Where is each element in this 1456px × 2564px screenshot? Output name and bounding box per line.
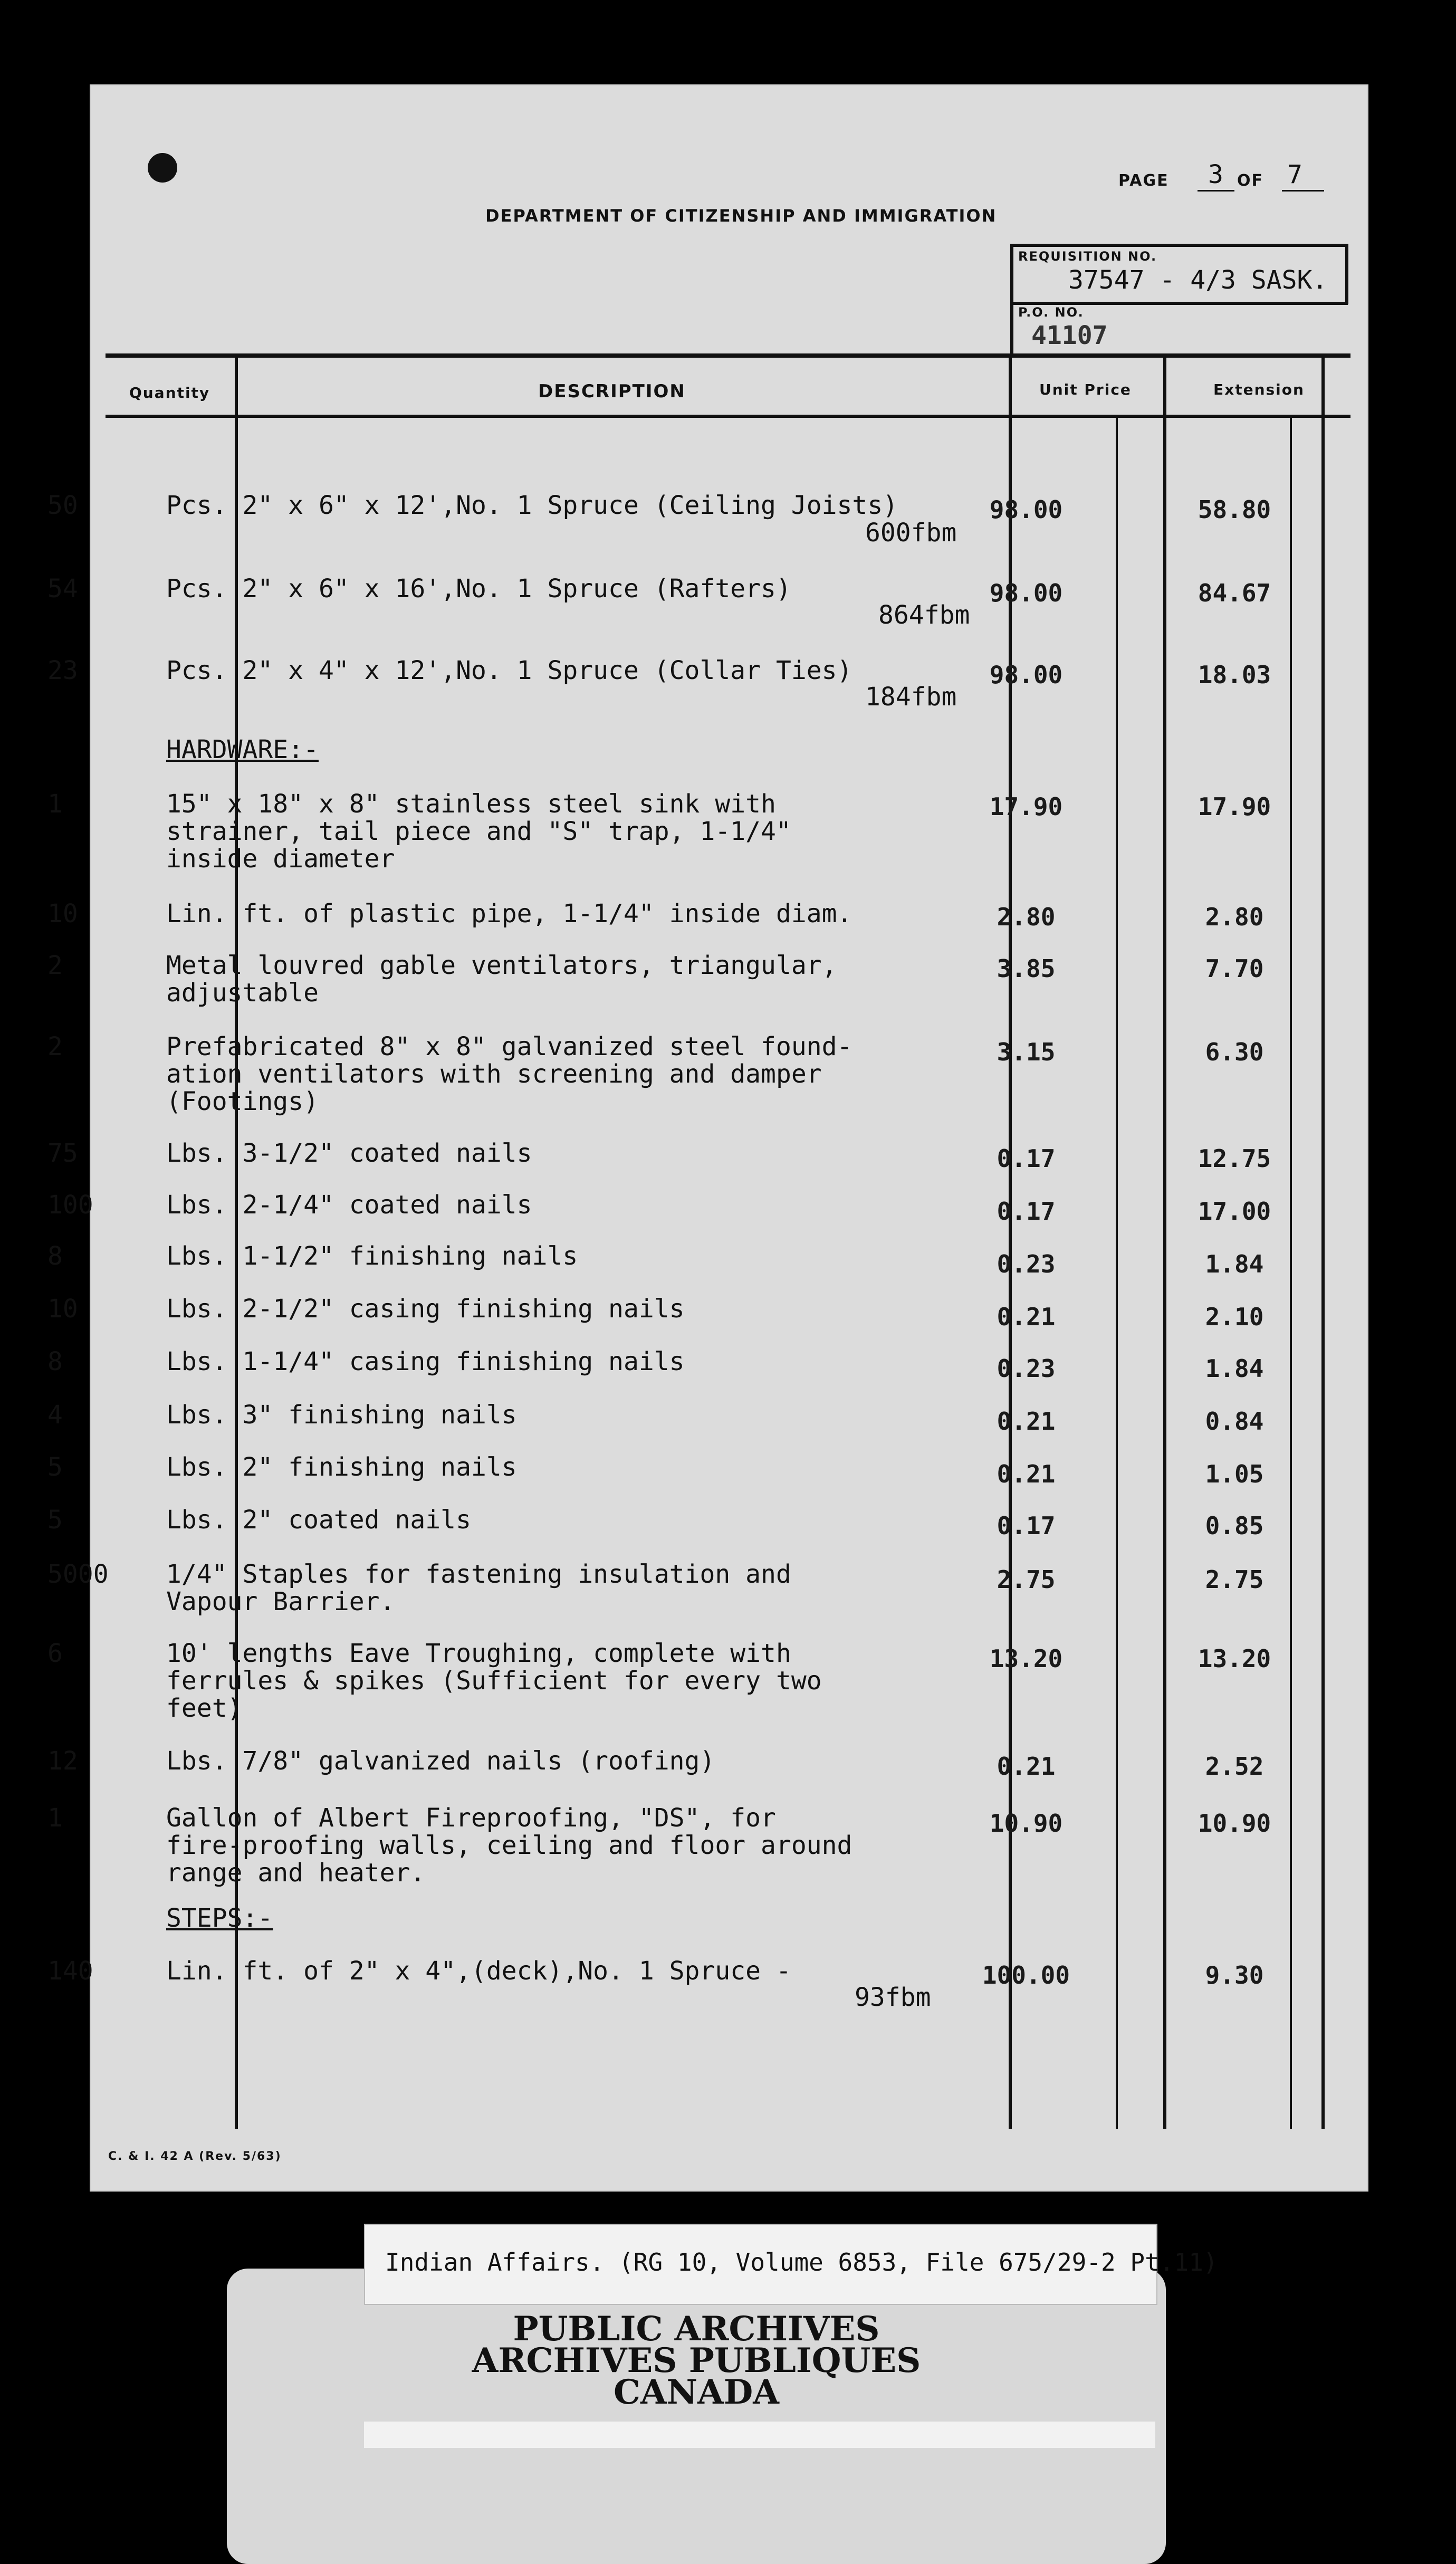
- col-rule-extension: [1321, 356, 1325, 2129]
- department-title: DEPARTMENT OF CITIZENSHIP AND IMMIGRATION: [485, 206, 997, 226]
- row-6-price: 2.80: [997, 903, 1056, 931]
- row-9-price: 0.17: [997, 1144, 1056, 1173]
- of-label: OF: [1237, 171, 1263, 190]
- row-1-fbm: 600fbm: [865, 518, 957, 548]
- row-10-price: 0.17: [997, 1197, 1056, 1226]
- row-1-desc: Pcs. 2" x 6" x 12',No. 1 Spruce (Ceiling Joists): [166, 491, 898, 520]
- col-extension: Extension: [1213, 381, 1305, 398]
- row-14-ext: 0.84: [1205, 1407, 1264, 1436]
- row-2-fbm: 864fbm: [878, 600, 970, 630]
- col-rule-price: [1163, 356, 1166, 2129]
- punch-hole: [148, 153, 177, 183]
- row-10-desc: Lbs. 2-1/4" coated nails: [166, 1190, 532, 1220]
- row-17-ext: 2.75: [1205, 1565, 1264, 1594]
- row-8-price: 3.15: [997, 1038, 1056, 1066]
- row-15-ext: 1.05: [1205, 1460, 1264, 1488]
- row-22-ext: 9.30: [1205, 1961, 1264, 1989]
- row-20-desc: Gallon of Albert Fireproofing, "DS", for fire-proofing walls, ceiling and floor around range and heater.: [166, 1803, 852, 1888]
- row-22-qty: 140: [47, 1956, 93, 1986]
- row-2-desc: Pcs. 2" x 6" x 16',No. 1 Spruce (Rafters): [166, 574, 791, 604]
- row-20-ext: 10.90: [1198, 1809, 1271, 1838]
- page-total: 7: [1287, 160, 1302, 189]
- row-7-desc: Metal louvred gable ventilators, triangular, adjustable: [166, 951, 837, 1008]
- row-8-ext: 6.30: [1205, 1038, 1264, 1066]
- row-18-price: 13.20: [989, 1644, 1063, 1673]
- row-1-price: 98.00: [989, 495, 1063, 524]
- req-box-top: [1010, 244, 1348, 247]
- col-description: DESCRIPTION: [538, 381, 686, 402]
- row-3-fbm: 184fbm: [865, 682, 957, 712]
- row-5-desc: 15" x 18" x 8" stainless steel sink with strainer, tail piece and "S" trap, 1-1/4" inside diameter: [166, 789, 791, 874]
- row-5-ext: 17.90: [1198, 792, 1271, 821]
- row-18-ext: 13.20: [1198, 1644, 1271, 1673]
- page-underline: [1198, 190, 1234, 192]
- row-22-desc: Lin. ft. of 2" x 4",(deck),No. 1 Spruce -: [166, 1956, 791, 1986]
- row-19-ext: 2.52: [1205, 1752, 1264, 1781]
- row-13-qty: 8: [47, 1347, 63, 1376]
- row-9-qty: 75: [47, 1139, 78, 1168]
- row-12-qty: 10: [47, 1294, 78, 1324]
- row-12-price: 0.21: [997, 1303, 1056, 1331]
- row-17-desc: 1/4" Staples for fastening insulation and Vapour Barrier.: [166, 1560, 791, 1616]
- row-8-desc: Prefabricated 8" x 8" galvanized steel found- ation ventilators with screening and damper (Footings): [166, 1032, 852, 1116]
- row-16-qty: 5: [47, 1505, 63, 1535]
- row-2-price: 98.00: [989, 579, 1063, 607]
- row-6-qty: 10: [47, 899, 78, 929]
- req-box-left: [1010, 245, 1013, 356]
- row-3-qty: 23: [47, 656, 78, 685]
- row-20-qty: 1: [47, 1803, 63, 1833]
- row-18-desc: 10' lengths Eave Troughing, complete with ferrules & spikes (Sufficient for every two feet): [166, 1639, 822, 1723]
- row-11-desc: Lbs. 1-1/2" finishing nails: [166, 1241, 578, 1271]
- req-box-right: [1345, 244, 1348, 304]
- row-2-qty: 54: [47, 574, 78, 604]
- row-15-qty: 5: [47, 1452, 63, 1482]
- row-16-price: 0.17: [997, 1511, 1056, 1540]
- requisition-label: REQUISITION NO.: [1018, 249, 1157, 264]
- row-14-price: 0.21: [997, 1407, 1056, 1436]
- row-1-ext: 58.80: [1198, 495, 1271, 524]
- page-label: PAGE: [1118, 171, 1169, 190]
- row-11-qty: 8: [47, 1241, 63, 1271]
- row-15-desc: Lbs. 2" finishing nails: [166, 1452, 517, 1482]
- col-unit-price: Unit Price: [1039, 381, 1132, 398]
- row-12-ext: 2.10: [1205, 1303, 1264, 1331]
- row-11-price: 0.23: [997, 1250, 1056, 1278]
- archive-line-1: PUBLIC ARCHIVES: [513, 2309, 880, 2349]
- col-quantity: Quantity: [129, 384, 210, 401]
- archive-line-2: ARCHIVES PUBLIQUES: [472, 2341, 921, 2380]
- row-17-price: 2.75: [997, 1565, 1056, 1594]
- form-number: C. & I. 42 A (Rev. 5/63): [108, 2150, 282, 2163]
- row-18-qty: 6: [47, 1639, 63, 1668]
- row-7-ext: 7.70: [1205, 954, 1264, 983]
- section-steps: STEPS:-: [166, 1903, 273, 1933]
- row-14-desc: Lbs. 3" finishing nails: [166, 1400, 517, 1430]
- row-16-desc: Lbs. 2" coated nails: [166, 1505, 471, 1535]
- row-20-price: 10.90: [989, 1809, 1063, 1838]
- row-13-desc: Lbs. 1-1/4" casing finishing nails: [166, 1347, 685, 1376]
- row-10-qty: 100: [47, 1190, 93, 1220]
- row-8-qty: 2: [47, 1032, 63, 1061]
- row-19-desc: Lbs. 7/8" galvanized nails (roofing): [166, 1746, 715, 1776]
- row-13-price: 0.23: [997, 1354, 1056, 1383]
- row-17-qty: 5000: [47, 1560, 109, 1589]
- row-16-ext: 0.85: [1205, 1511, 1264, 1540]
- section-hardware: HARDWARE:-: [166, 735, 319, 764]
- page-number: 3: [1208, 160, 1223, 189]
- row-3-desc: Pcs. 2" x 4" x 12',No. 1 Spruce (Collar Ties): [166, 656, 852, 685]
- row-1-qty: 50: [47, 491, 78, 520]
- row-2-ext: 84.67: [1198, 579, 1271, 607]
- po-label: P.O. NO.: [1018, 305, 1084, 320]
- row-11-ext: 1.84: [1205, 1250, 1264, 1278]
- row-13-ext: 1.84: [1205, 1354, 1264, 1383]
- row-19-price: 0.21: [997, 1752, 1056, 1781]
- row-5-price: 17.90: [989, 792, 1063, 821]
- row-7-qty: 2: [47, 951, 63, 980]
- row-19-qty: 12: [47, 1746, 78, 1776]
- row-5-qty: 1: [47, 789, 63, 819]
- archive-reference: Indian Affairs. (RG 10, Volume 6853, File 675/29-2 Pt.11): [385, 2248, 1218, 2276]
- row-6-ext: 2.80: [1205, 903, 1264, 931]
- row-3-ext: 18.03: [1198, 661, 1271, 689]
- row-22-price: 100.00: [982, 1961, 1070, 1989]
- col-rule-description: [1009, 356, 1012, 2129]
- row-9-desc: Lbs. 3-1/2" coated nails: [166, 1139, 532, 1168]
- po-number: 41107: [1031, 321, 1108, 350]
- archive-bottom-strip: [364, 2422, 1155, 2448]
- row-9-ext: 12.75: [1198, 1144, 1271, 1173]
- total-underline: [1282, 190, 1324, 192]
- requisition-number: 37547 - 4/3 SASK.: [1068, 265, 1328, 295]
- archive-line-3: CANADA: [614, 2372, 779, 2412]
- row-12-desc: Lbs. 2-1/2" casing finishing nails: [166, 1294, 685, 1324]
- row-3-price: 98.00: [989, 661, 1063, 689]
- row-15-price: 0.21: [997, 1460, 1056, 1488]
- row-7-price: 3.85: [997, 954, 1056, 983]
- row-14-qty: 4: [47, 1400, 63, 1430]
- row-6-desc: Lin. ft. of plastic pipe, 1-1/4" inside diam.: [166, 899, 852, 929]
- row-22-fbm: 93fbm: [855, 1983, 931, 2012]
- row-10-ext: 17.00: [1198, 1197, 1271, 1226]
